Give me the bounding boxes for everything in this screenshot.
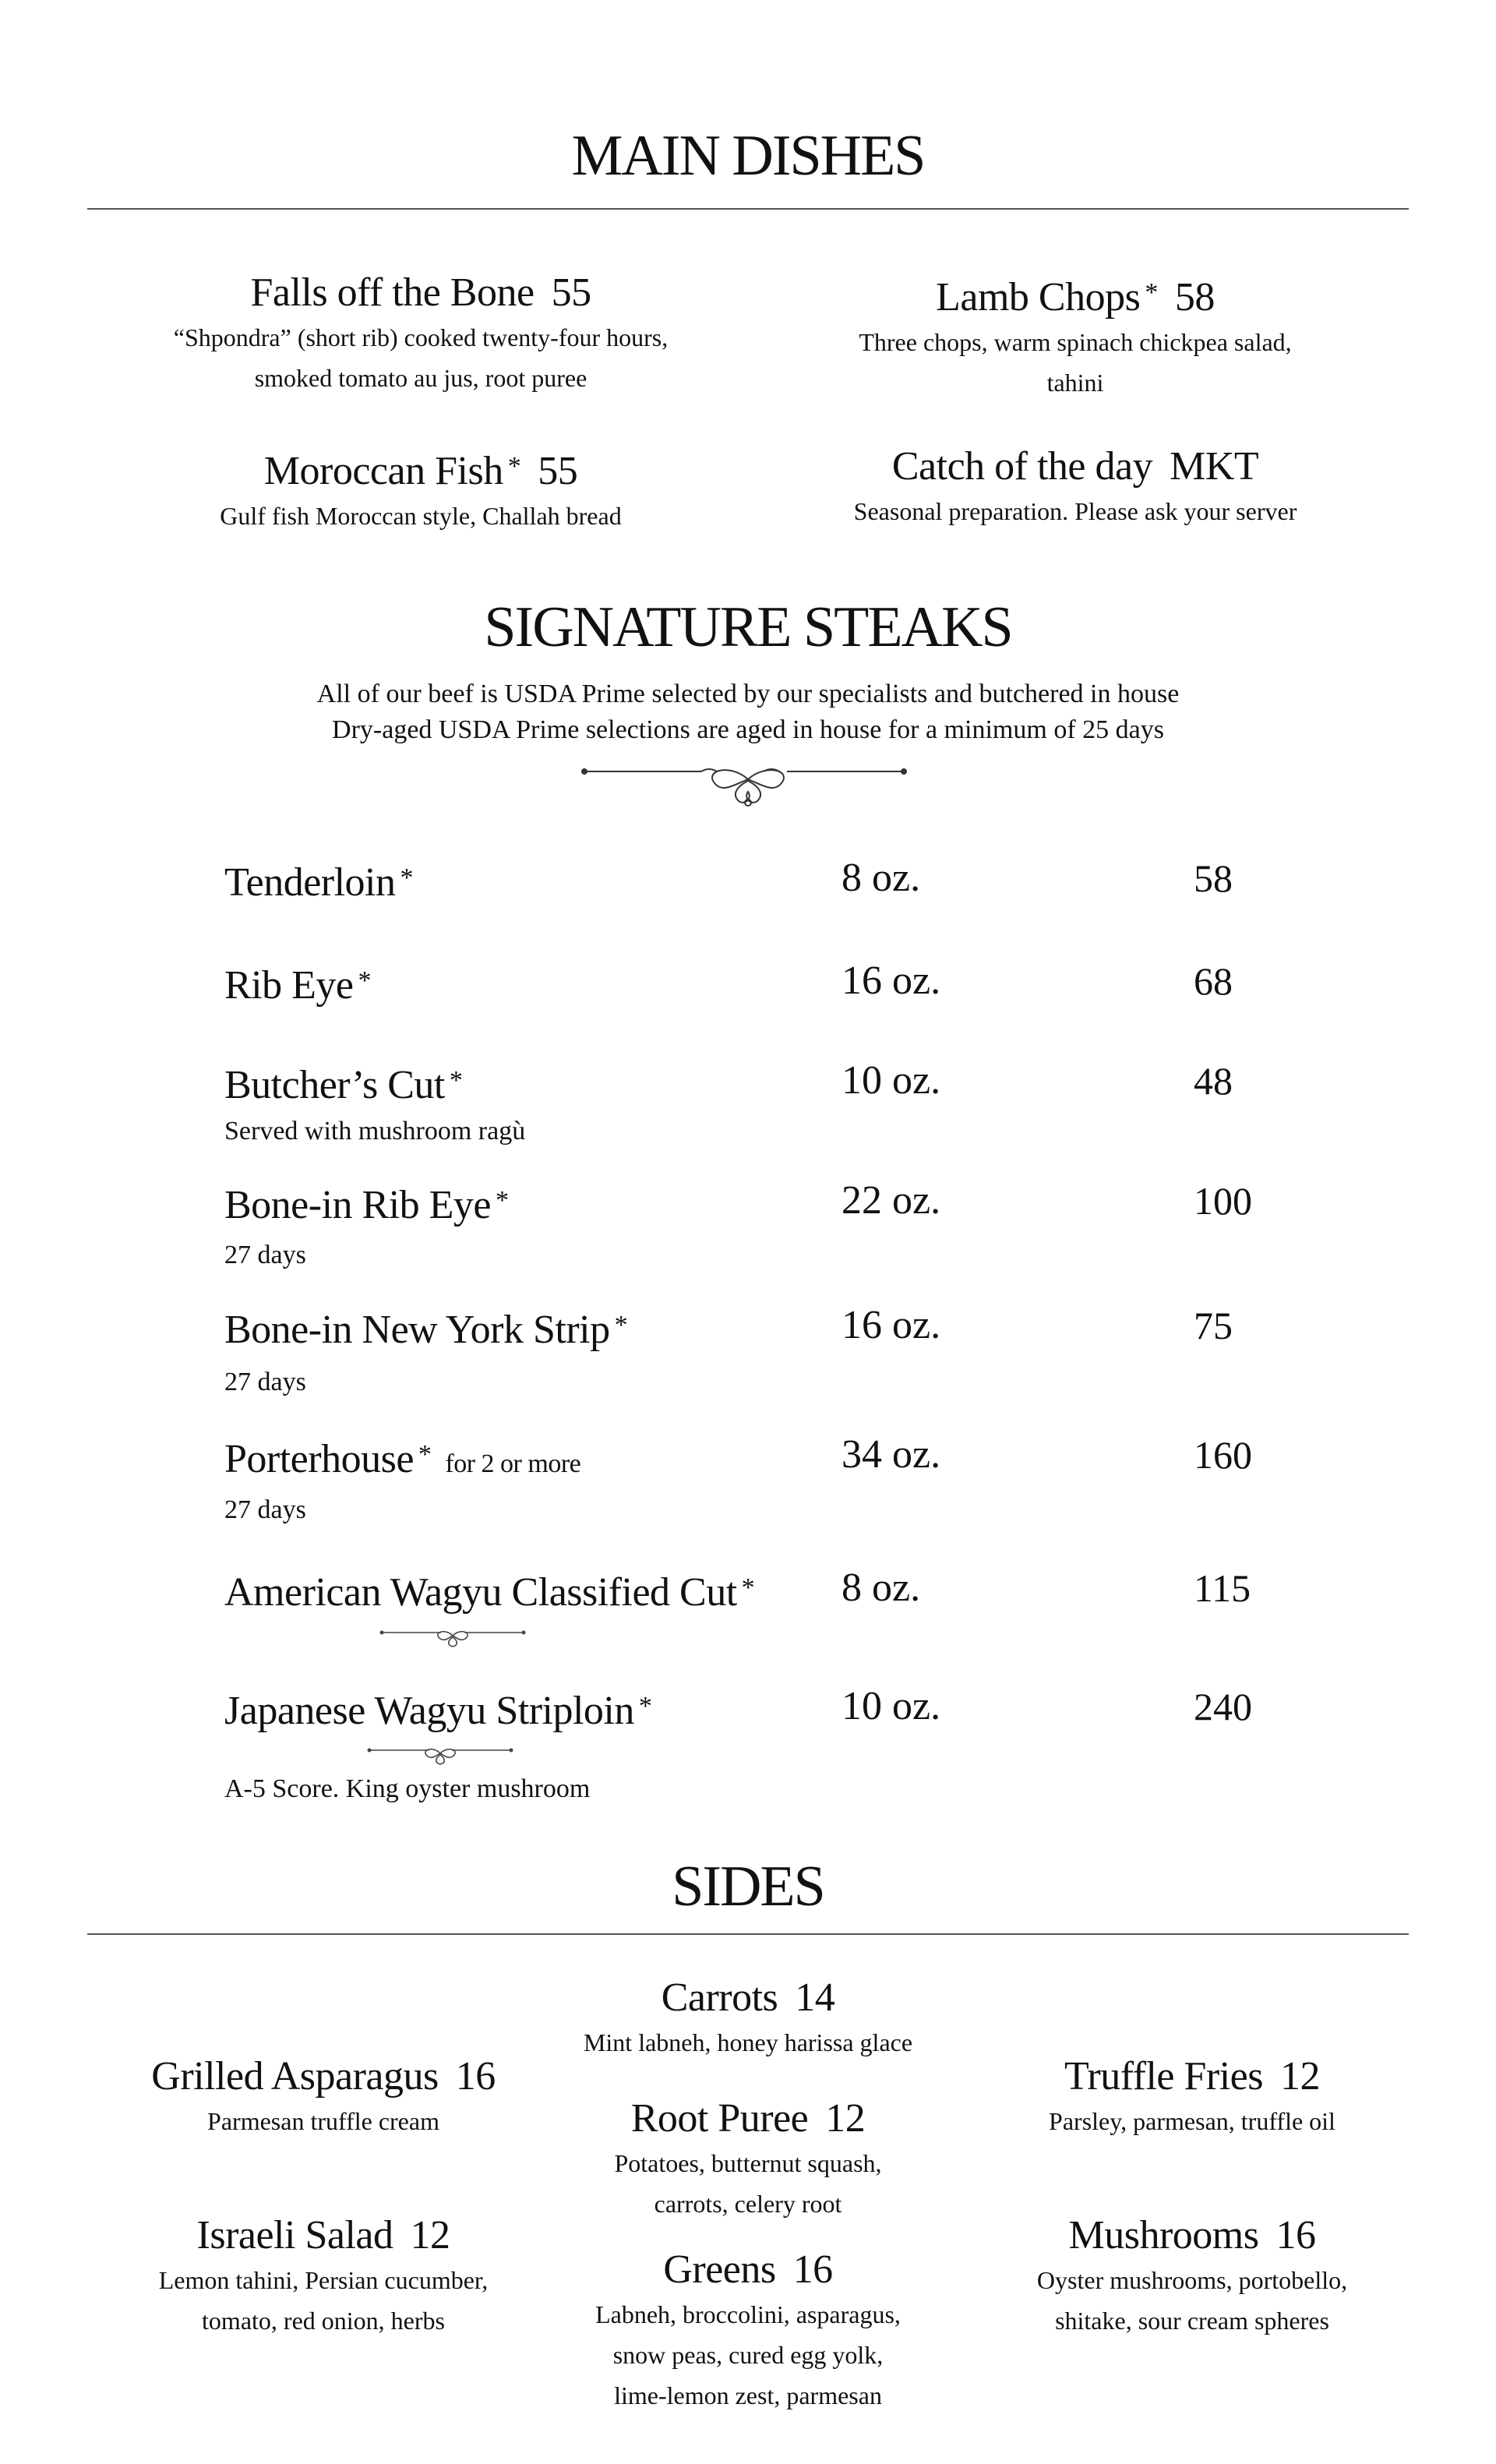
steak-name xyxy=(224,855,413,906)
side-name: Carrots xyxy=(661,1975,778,2020)
steak-price: 48 xyxy=(1194,1059,1233,1103)
side-price: 16 xyxy=(1275,2213,1316,2257)
steak-weight: 22 oz. xyxy=(842,1178,941,1223)
asterisk: * xyxy=(741,1573,755,1602)
side-price: 16 xyxy=(792,2247,833,2292)
side-item xyxy=(514,2095,982,2224)
dish-name: Moroccan Fish xyxy=(263,449,503,493)
steak-price: 100 xyxy=(1194,1179,1252,1223)
side-item xyxy=(514,2246,982,2416)
steak-price: 115 xyxy=(1194,1566,1251,1610)
steak-weight: 10 oz. xyxy=(842,1684,941,1728)
steak-label: Butcher’s Cut xyxy=(224,1063,445,1107)
signature-steaks-title: SIGNATURE STEAKS xyxy=(484,595,1012,659)
steak-price: 160 xyxy=(1194,1433,1252,1477)
dish-item xyxy=(725,269,1426,403)
side-description: Potatoes, butternut squash, xyxy=(614,2149,882,2177)
dish-price: MKT xyxy=(1170,444,1259,489)
dish-description: Gulf fish Moroccan style, Challah bread xyxy=(220,502,622,530)
side-description: lime-lemon zest, parmesan xyxy=(614,2381,882,2409)
steak-weight: 8 oz. xyxy=(842,856,921,900)
dish-item xyxy=(70,443,771,536)
side-name: Israeli Salad xyxy=(196,2213,393,2257)
asterisk: * xyxy=(496,1186,509,1215)
asterisk: * xyxy=(507,452,521,481)
steak-name xyxy=(224,1683,651,1735)
dish-price: 55 xyxy=(538,449,578,493)
side-name: Truffle Fries xyxy=(1064,2054,1263,2099)
side-item xyxy=(514,1974,982,2063)
dish-name: Catch of the day xyxy=(891,444,1153,489)
side-name: Grilled Asparagus xyxy=(151,2054,439,2099)
steak-weight: 10 oz. xyxy=(842,1058,941,1103)
steak-label: Tenderloin xyxy=(224,860,396,905)
steak-note: 27 days xyxy=(224,1495,306,1524)
sides-title: SIDES xyxy=(672,1855,824,1919)
side-price: 16 xyxy=(455,2054,496,2099)
asterisk: * xyxy=(418,1440,432,1469)
dish-name: Lamb Chops xyxy=(936,275,1141,319)
steak-note: 27 days xyxy=(224,1368,306,1396)
divider-line xyxy=(87,1933,1409,1935)
dish-description: “Shpondra” (short rib) cooked twenty-four hours, xyxy=(173,323,669,351)
steak-weight: 34 oz. xyxy=(842,1432,941,1477)
side-description: Oyster mushrooms, portobello, xyxy=(1036,2266,1348,2294)
asterisk: * xyxy=(614,1311,628,1340)
dish-description: smoked tomato au jus, root puree xyxy=(254,364,587,392)
dish-description: tahini xyxy=(1046,369,1104,397)
dish-item xyxy=(725,443,1426,531)
steak-weight: 8 oz. xyxy=(842,1566,921,1610)
side-item xyxy=(90,2212,557,2341)
steak-label: Porterhouse xyxy=(224,1437,414,1481)
side-name: Mushrooms xyxy=(1068,2213,1259,2257)
steak-price: 75 xyxy=(1194,1304,1233,1347)
main-dishes-title: MAIN DISHES xyxy=(571,124,925,188)
steak-weight: 16 oz. xyxy=(842,1303,941,1347)
asterisk: * xyxy=(400,863,414,892)
side-description: Parmesan truffle cream xyxy=(207,2107,439,2135)
steak-price: 58 xyxy=(1194,856,1233,900)
side-item xyxy=(958,2212,1426,2341)
dish-item xyxy=(70,269,771,398)
side-price: 12 xyxy=(1279,2054,1320,2099)
steak-label: Japanese Wagyu Striploin xyxy=(224,1689,634,1733)
steak-name xyxy=(224,1302,627,1354)
ornament-divider-icon xyxy=(577,756,919,818)
steak-name xyxy=(224,1565,754,1616)
dish-description: Three chops, warm spinach chickpea salad, xyxy=(859,328,1292,356)
steak-name xyxy=(224,958,371,1009)
side-price: 12 xyxy=(825,2096,866,2141)
dish-name: Falls off the Bone xyxy=(250,270,535,315)
asterisk: * xyxy=(1145,278,1158,307)
side-description: Labneh, broccolini, asparagus, xyxy=(595,2300,901,2328)
small-ornament-icon xyxy=(379,1625,527,1648)
serving-note: for 2 or more xyxy=(445,1449,581,1478)
side-price: 12 xyxy=(410,2213,450,2257)
side-description: Mint labneh, honey harissa glace xyxy=(583,2028,913,2056)
asterisk: * xyxy=(638,1692,652,1721)
side-description: tomato, red onion, herbs xyxy=(202,2307,445,2335)
dish-description: Seasonal preparation. Please ask your server xyxy=(853,497,1297,525)
dish-price: 58 xyxy=(1174,275,1215,319)
side-description: shitake, sour cream spheres xyxy=(1055,2307,1329,2335)
dish-price: 55 xyxy=(551,270,591,315)
side-description: Parsley, parmesan, truffle oil xyxy=(1049,2107,1335,2135)
side-name: Root Puree xyxy=(630,2096,809,2141)
side-description: Lemon tahini, Persian cucumber, xyxy=(158,2266,489,2294)
asterisk: * xyxy=(358,966,371,995)
steak-name xyxy=(224,1177,509,1229)
steak-label: Bone-in New York Strip xyxy=(224,1308,610,1352)
side-item xyxy=(90,2053,557,2141)
small-ornament-icon xyxy=(366,1742,514,1766)
steak-label: American Wagyu Classified Cut xyxy=(224,1570,737,1615)
side-description: carrots, celery root xyxy=(654,2190,842,2218)
steak-price: 240 xyxy=(1194,1685,1252,1728)
steak-name xyxy=(224,1431,580,1488)
steaks-intro-line: Dry-aged USDA Prime selections are aged in house for a minimum of 25 days xyxy=(332,715,1164,744)
steak-label: Rib Eye xyxy=(224,963,354,1008)
asterisk: * xyxy=(449,1066,463,1095)
steaks-intro-line: All of our beef is USDA Prime selected by our specialists and butchered in house xyxy=(316,680,1180,708)
side-price: 14 xyxy=(795,1975,835,2020)
steak-name xyxy=(224,1057,462,1109)
steak-label: Bone-in Rib Eye xyxy=(224,1183,492,1227)
steak-note: A-5 Score. King oyster mushroom xyxy=(224,1774,591,1803)
side-description: snow peas, cured egg yolk, xyxy=(612,2341,884,2369)
steak-price: 68 xyxy=(1194,959,1233,1003)
steak-weight: 16 oz. xyxy=(842,958,941,1003)
side-name: Greens xyxy=(663,2247,776,2292)
steak-note: Served with mushroom ragù xyxy=(224,1117,526,1146)
steak-note: 27 days xyxy=(224,1241,306,1269)
divider-line xyxy=(87,208,1409,210)
side-item xyxy=(958,2053,1426,2141)
